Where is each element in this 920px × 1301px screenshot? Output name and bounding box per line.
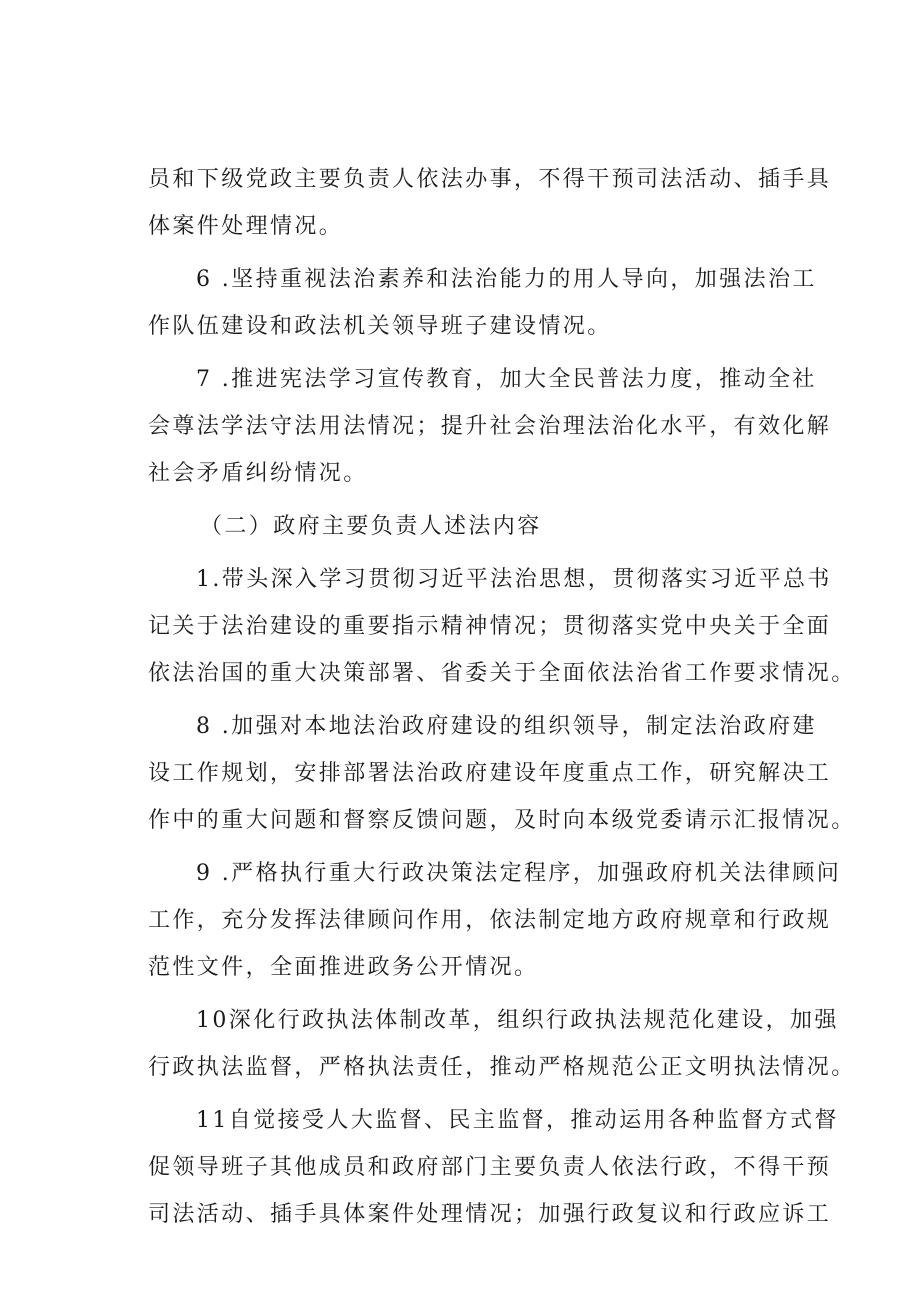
text-line: 1.带头深入学习贯彻习近平法治思想，贯彻落实习近平总书 (196, 567, 832, 592)
text-line: 体案件处理情况。 (148, 214, 344, 239)
paragraph-gov-item-10 (148, 997, 856, 1091)
paragraph-item-6 (148, 256, 817, 350)
text-line: 工作，充分发挥法律顾问作用，依法制定地方政府规章和行政规 (148, 908, 832, 933)
text-line: 促领导班子其他成员和政府部门主要负责人依法行政，不得干预 (148, 1155, 832, 1180)
text-line: 作队伍建设和政法机关领导班子建设情况。 (148, 314, 612, 339)
paragraph-gov-item-11 (148, 1097, 839, 1238)
paragraph-gov-item-1 (148, 556, 856, 697)
paragraph-gov-item-8 (148, 703, 856, 844)
text-line: 作中的重大问题和督察反馈问题，及时向本级党委请示汇报情况。 (148, 808, 856, 833)
text-line: 7 .推进宪法学习宣传教育，加大全民普法力度，推动全社 (196, 367, 817, 392)
text-line: 会尊法学法守法用法情况；提升社会治理法治化水平，有效化解 (148, 414, 832, 439)
text-line: 8 .加强对本地法治政府建设的组织领导，制定法治政府建 (196, 714, 817, 739)
paragraph-continuation (148, 156, 832, 250)
document-body (148, 156, 856, 1238)
text-line: 行政执法监督，严格执法责任，推动严格规范公正文明执法情况。 (148, 1055, 856, 1080)
paragraph-item-7 (148, 356, 832, 497)
text-line: 范性文件，全面推进政务公开情况。 (148, 955, 539, 980)
section-heading (148, 503, 808, 550)
text-line: 11自觉接受人大监督、民主监督，推动运用各种监督方式督 (196, 1108, 839, 1133)
heading-text: （二）政府主要负责人述法内容 (200, 514, 542, 539)
text-line: 6 .坚持重视法治素养和法治能力的用人导向，加强法治工 (196, 267, 817, 292)
text-line: 10深化行政执法体制改革，组织行政执法规范化建设，加强 (196, 1008, 839, 1033)
text-line: 司法活动、插手具体案件处理情况；加强行政复议和行政应诉工 (148, 1202, 832, 1227)
text-line: 社会矛盾纠纷情况。 (148, 461, 368, 486)
text-line: 员和下级党政主要负责人依法办事，不得干预司法活动、插手具 (148, 167, 832, 192)
text-line: 9 .严格执行重大行政决策法定程序，加强政府机关法律顾问 (196, 861, 842, 886)
paragraph-gov-item-9 (148, 850, 842, 991)
text-line: 依法治国的重大决策部署、省委关于全面依法治省工作要求情况。 (148, 661, 856, 686)
text-line: 记关于法治建设的重要指示精神情况；贯彻落实党中央关于全面 (148, 614, 832, 639)
text-line: 设工作规划，安排部署法治政府建设年度重点工作，研究解决工 (148, 761, 832, 786)
